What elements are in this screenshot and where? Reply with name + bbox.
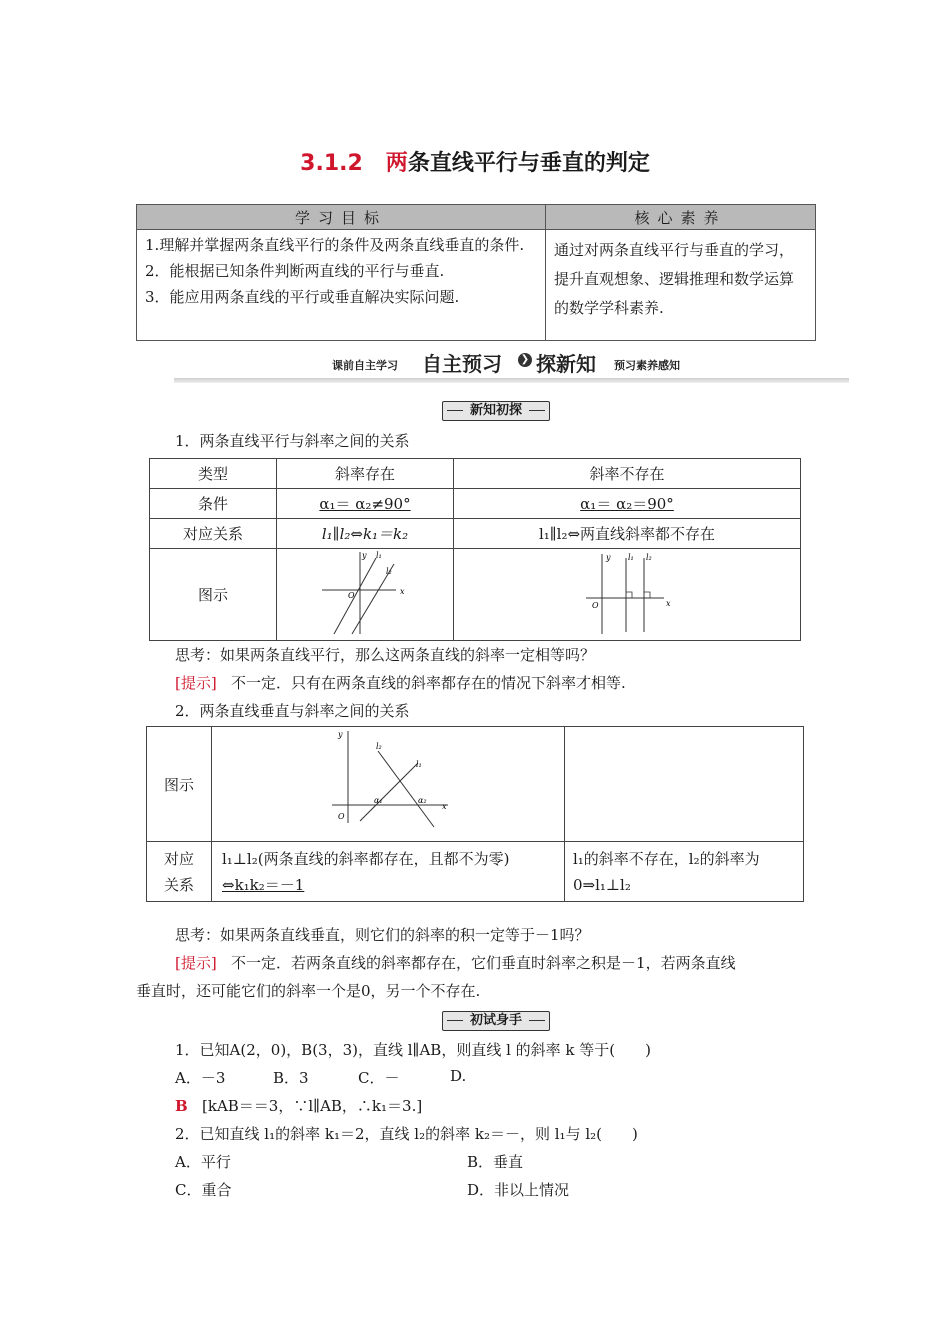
- q2-option-d: D．非以上情况: [467, 1181, 570, 1199]
- hint-1-label: [提示]: [175, 674, 217, 692]
- objective-item-1: 1.理解并掌握两条直线平行的条件及两条直线垂直的条件.: [145, 236, 525, 254]
- svg-text:x: x: [666, 598, 671, 608]
- page-title: [0, 146, 950, 177]
- q2-option-a: A．平行: [175, 1153, 231, 1171]
- title-rest: 条直线平行与垂直的判定: [407, 151, 650, 176]
- answer-1-letter: B: [175, 1097, 188, 1115]
- q2-option-c: C．重合: [175, 1181, 232, 1199]
- rel-perp-not-exist: l₁的斜率不存在，l₂的斜率为 0⇒l₁⊥l₂: [565, 842, 804, 902]
- svg-text:x: x: [442, 802, 447, 811]
- svg-text:l₂: l₂: [646, 552, 652, 562]
- rel-perp-exist: l₁⊥l₂(两条直线的斜率都存在，且都不为零) ⇔k₁k₂＝－1: [212, 842, 565, 902]
- cond-not-exist: α₁＝ α₂＝90°: [454, 489, 801, 519]
- hint-2-line-2: 垂直时，还可能它们的斜率一个是0，另一个不存在.: [136, 982, 481, 1000]
- arrow-icon: ❯: [518, 353, 532, 367]
- section1-heading: 1．两条直线平行与斜率之间的关系: [175, 432, 410, 450]
- hint-1-text: 不一定．只有在两条直线的斜率都存在的情况下斜率才相等.: [231, 674, 626, 692]
- svg-text:O: O: [338, 812, 345, 821]
- q2-option-b: B．垂直: [467, 1153, 524, 1171]
- banner-center-b: 探新知: [536, 352, 596, 376]
- q1-option-d: D.: [450, 1067, 467, 1085]
- banner-center-a: 自主预习: [422, 352, 502, 376]
- objectives-header: 学习目标: [137, 205, 546, 230]
- row-figure: 图示: [150, 549, 277, 641]
- answer-1-text: [kAB＝＝3，∵l∥AB，∴k₁＝3.]: [202, 1097, 423, 1115]
- q1-option-a: A．－3: [175, 1069, 226, 1087]
- vertical-graph: [582, 550, 672, 636]
- svg-text:x: x: [400, 586, 405, 596]
- figure-vertical-lines: [454, 549, 801, 641]
- think-1: 思考：如果两条直线平行，那么这两条直线的斜率一定相等吗？: [175, 646, 596, 664]
- row-figure-2: 图示: [147, 727, 212, 842]
- question-2: 2．已知直线 l₁的斜率 k₁＝2，直线 l₂的斜率 k₂＝－，则 l₁与 l₂( ): [175, 1125, 638, 1143]
- q1-option-c: C．－: [358, 1069, 400, 1087]
- row-relation-2: 对应 关系: [147, 842, 212, 902]
- q1-option-b: B．3: [273, 1069, 309, 1087]
- col-slope-not-exist: 斜率不存在: [454, 459, 801, 489]
- banner-bar: [174, 378, 849, 383]
- svg-text:l₂: l₂: [376, 742, 382, 751]
- figure-parallel-slopes: [277, 549, 454, 641]
- answer-1: [175, 1095, 422, 1116]
- tag-first-try: 初试身手: [442, 1011, 550, 1031]
- svg-text:l₁: l₁: [416, 760, 422, 769]
- parallel-table: [149, 458, 801, 641]
- objective-item-2: 2．能根据已知条件判断两直线的平行与垂直.: [145, 262, 445, 280]
- perpendicular-table: [146, 726, 804, 902]
- title-first-char: 两: [385, 151, 408, 176]
- figure-perpendicular: [212, 727, 565, 842]
- perpendicular-graph: [212, 727, 564, 837]
- title-number: 3.1.2: [300, 151, 363, 176]
- core-text: 通过对两条直线平行与垂直的学习，提升直观想象、逻辑推理和数学运算的数学学科素养.: [546, 230, 816, 341]
- figure-empty: [565, 727, 804, 842]
- row-relation: 对应关系: [150, 519, 277, 549]
- core-header: 核心素养: [546, 205, 816, 230]
- svg-text:α₁: α₁: [374, 796, 383, 805]
- svg-text:y: y: [338, 730, 343, 739]
- rel-exist: l₁∥l₂⇔k₁＝k₂: [277, 519, 454, 549]
- section2-heading: 2．两条直线垂直与斜率之间的关系: [175, 702, 410, 720]
- objectives-table: [136, 204, 816, 341]
- think-2: 思考：如果两条直线垂直，则它们的斜率的积一定等于－1吗？: [175, 926, 590, 944]
- col-type: 类型: [150, 459, 277, 489]
- section-banner: [174, 350, 849, 384]
- cond-exist: α₁＝ α₂≠90°: [277, 489, 454, 519]
- svg-text:y: y: [606, 552, 611, 562]
- tag-new-knowledge: 新知初探: [442, 401, 550, 421]
- question-1: 1．已知A(2，0)，B(3，3)，直线 l∥AB，则直线 l 的斜率 k 等于( ): [175, 1041, 651, 1059]
- banner-left: 课前自主学习: [332, 359, 398, 372]
- parallel-graph: [320, 550, 410, 636]
- rel-not-exist: l₁∥l₂⇔两直线斜率都不存在: [454, 519, 801, 549]
- svg-text:l₂: l₂: [386, 566, 392, 576]
- svg-text:l₁: l₁: [376, 550, 382, 560]
- hint-1: [175, 672, 626, 693]
- hint-2: [175, 952, 736, 973]
- banner-right: 预习素养感知: [614, 359, 680, 372]
- svg-text:α₂: α₂: [418, 796, 427, 805]
- objective-item-3: 3．能应用两条直线的平行或垂直解决实际问题.: [145, 288, 460, 306]
- svg-text:y: y: [362, 550, 367, 560]
- col-slope-exist: 斜率存在: [277, 459, 454, 489]
- svg-text:O: O: [592, 600, 599, 610]
- row-condition: 条件: [150, 489, 277, 519]
- svg-text:O: O: [348, 590, 355, 600]
- svg-text:l₁: l₁: [628, 552, 634, 562]
- hint-2-label: [提示]: [175, 954, 217, 972]
- hint-2-line-1: 不一定．若两条直线的斜率都存在，它们垂直时斜率之积是－1，若两条直线: [231, 954, 736, 972]
